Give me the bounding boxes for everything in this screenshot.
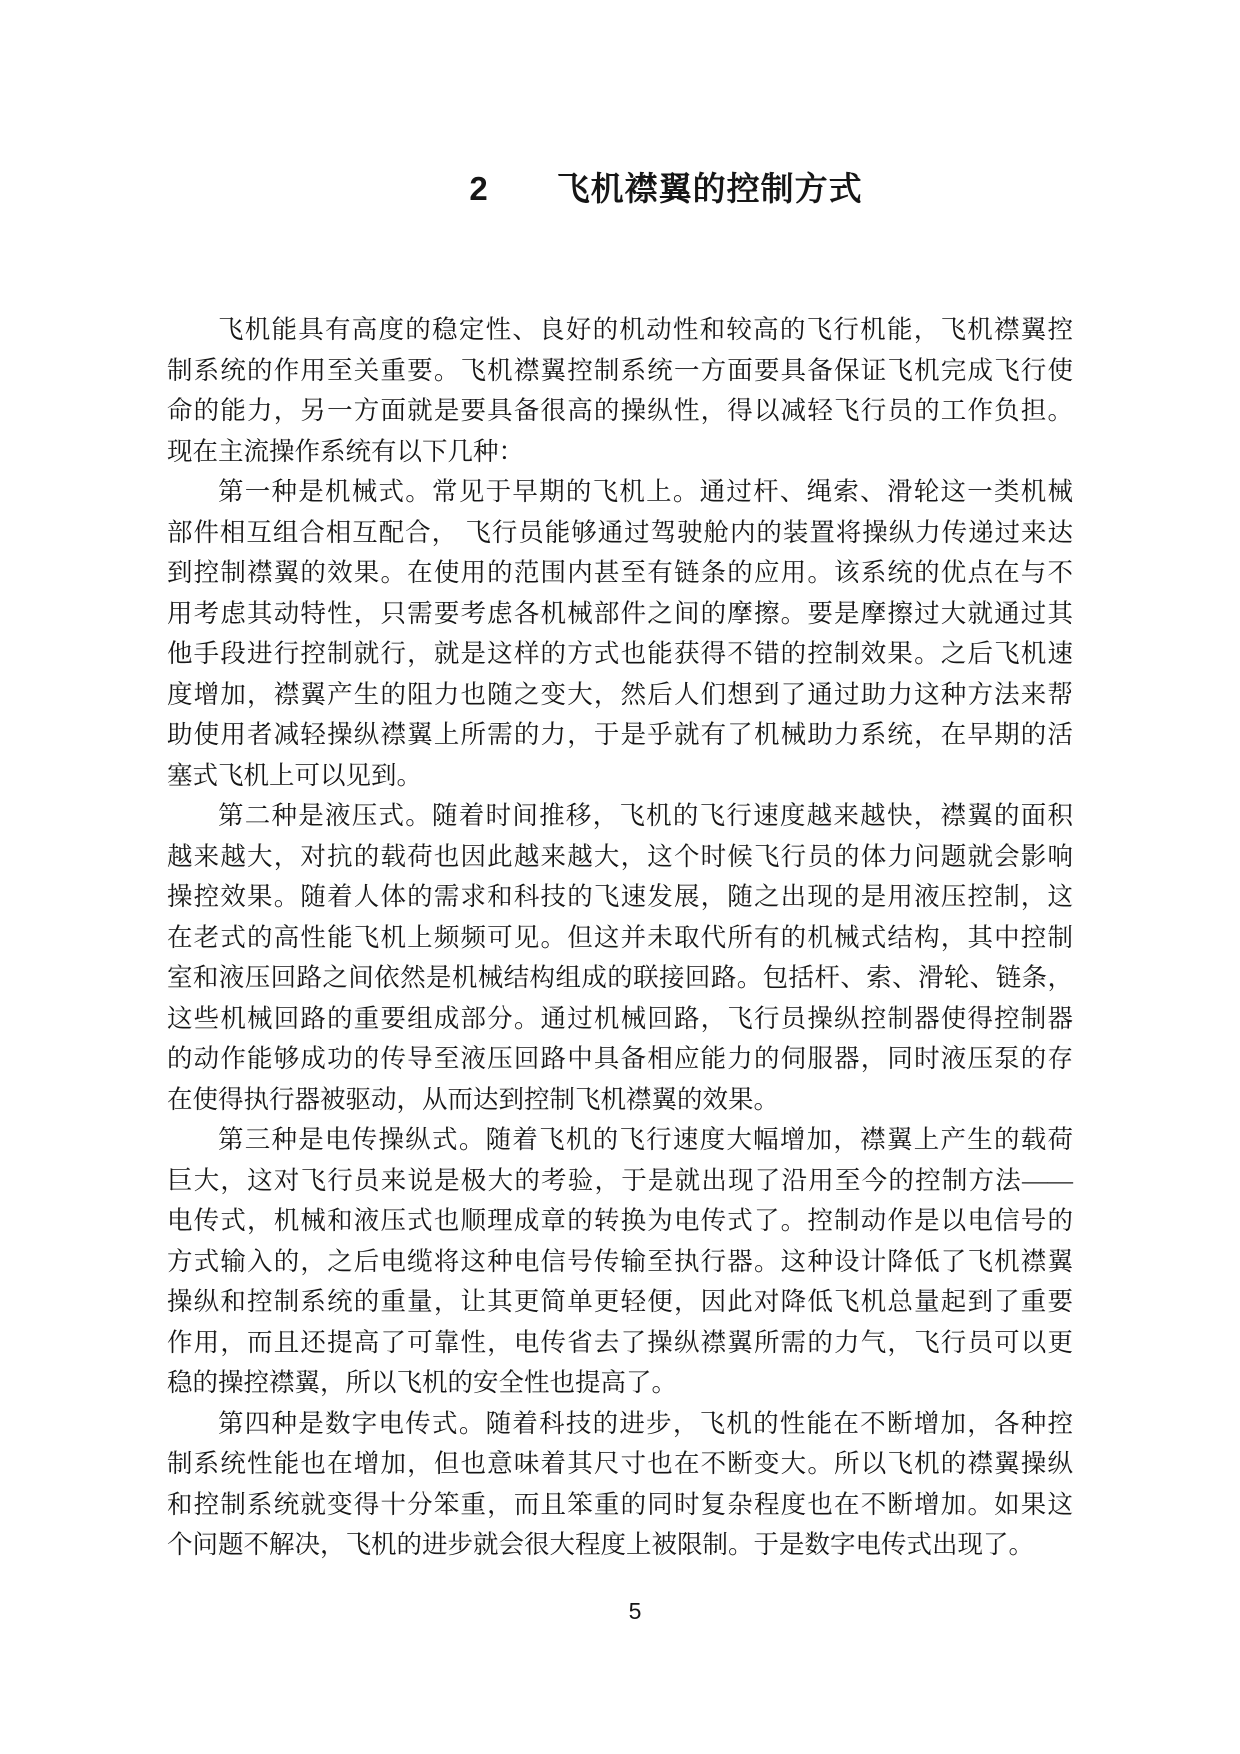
text-line: 稳的操控襟翼，所以飞机的安全性也提高了。 <box>167 1368 678 1397</box>
text-line: 和控制系统就变得十分笨重，而且笨重的同时复杂程度也在不断增加。如果这 <box>167 1489 1073 1519</box>
body-text <box>167 310 1073 1566</box>
text-line: 到控制襟翼的效果。在使用的范围内甚至有链条的应用。该系统的优点在与不 <box>167 558 1073 587</box>
text-line: 命的能力，另一方面就是要具备很高的操纵性，得以减轻飞行员的工作负担。 <box>167 396 1073 425</box>
text-line: 助使用者减轻操纵襟翼上所需的力，于是乎就有了机械助力系统，在早期的活 <box>167 720 1073 749</box>
text-line: 他手段进行控制就行，就是这样的方式也能获得不错的控制效果。之后飞机速 <box>167 639 1073 668</box>
text-line: 第四种是数字电传式。随着科技的进步，飞机的性能在不断增加，各种控 <box>218 1408 1073 1438</box>
text-line: 部件相互组合相互配合， 飞行员能够通过驾驶舱内的装置将操纵力传递过来达 <box>167 517 1073 547</box>
text-line: 作用，而且还提高了可靠性，电传省去了操纵襟翼所需的力气，飞行员可以更 <box>167 1327 1073 1357</box>
text-line: 现在主流操作系统有以下几种： <box>167 436 525 466</box>
text-line: 室和液压回路之间依然是机械结构组成的联接回路。包括杆、索、滑轮、链条， <box>167 963 1073 992</box>
text-line: 电传式，机械和液压式也顺理成章的转换为电传式了。控制动作是以电信号的 <box>167 1206 1073 1235</box>
text-line: 度增加，襟翼产生的阻力也随之变大，然后人们想到了通过助力这种方法来帮 <box>167 679 1073 709</box>
text-line: 飞机能具有高度的稳定性、良好的机动性和较高的飞行机能，飞机襟翼控 <box>218 315 1073 344</box>
text-line: 在老式的高性能飞机上频频可见。但这并未取代所有的机械式结构，其中控制 <box>167 922 1073 952</box>
text-line: 操控效果。随着人体的需求和科技的飞速发展，随之出现的是用液压控制，这 <box>167 882 1073 911</box>
chapter-title: 2 飞机襟翼的控制方式 <box>469 170 863 207</box>
text-line: 越来越大，对抗的载荷也因此越来越大，这个时候飞行员的体力问题就会影响 <box>167 841 1073 871</box>
text-line: 这些机械回路的重要组成部分。通过机械回路，飞行员操纵控制器使得控制器 <box>167 1003 1073 1033</box>
text-line: 第二种是液压式。随着时间推移，飞机的飞行速度越来越快，襟翼的面积 <box>218 801 1073 830</box>
text-line: 的动作能够成功的传导至液压回路中具备相应能力的伺服器，同时液压泵的存 <box>167 1044 1073 1073</box>
text-line: 制系统性能也在增加，但也意味着其尺寸也在不断变大。所以飞机的襟翼操纵 <box>167 1449 1073 1478</box>
text-line: 方式输入的，之后电缆将这种电信号传输至执行器。这种设计降低了飞机襟翼 <box>167 1246 1073 1276</box>
text-line: 制系统的作用至关重要。飞机襟翼控制系统一方面要具备保证飞机完成飞行使 <box>167 355 1073 385</box>
text-line: 第三种是电传操纵式。随着飞机的飞行速度大幅增加，襟翼上产生的载荷 <box>218 1125 1073 1154</box>
text-line: 操纵和控制系统的重量，让其更简单更轻便，因此对降低飞机总量起到了重要 <box>167 1287 1073 1316</box>
text-line: 在使得执行器被驱动，从而达到控制飞机襟翼的效果。 <box>167 1084 780 1114</box>
page-number: 5 <box>628 1598 642 1624</box>
text-line: 用考虑其动特性，只需要考虑各机械部件之间的摩擦。要是摩擦过大就通过其 <box>167 598 1073 628</box>
text-line: 巨大，这对飞行员来说是极大的考验，于是就出现了沿用至今的控制方法—— <box>167 1165 1073 1195</box>
text-line: 个问题不解决，飞机的进步就会很大程度上被限制。于是数字电传式出现了。 <box>167 1530 1035 1559</box>
text-line: 塞式飞机上可以见到。 <box>167 760 423 790</box>
text-line: 第一种是机械式。常见于早期的飞机上。通过杆、绳索、滑轮这一类机械 <box>218 477 1073 506</box>
